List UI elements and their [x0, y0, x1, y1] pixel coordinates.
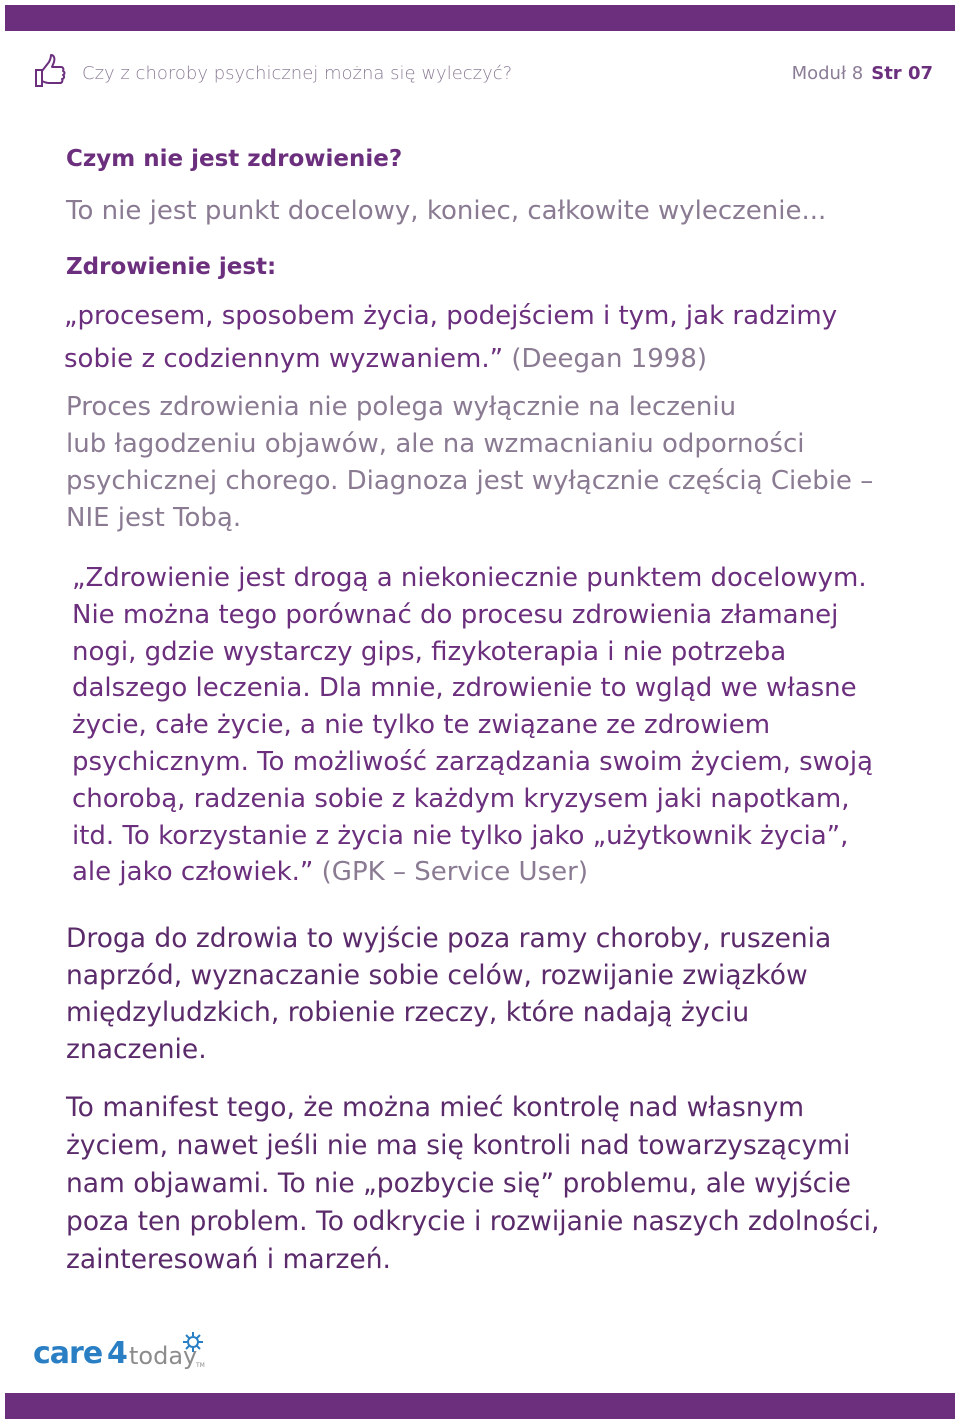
quote-line [72, 854, 942, 891]
quote-line: „Zdrowienie jest drogą a niekoniecznie punktem docelowym. [72, 563, 867, 593]
quote-line: „procesem, sposobem życia, podejściem i tym, jak radzimy [64, 301, 838, 331]
logo-trademark: TM [196, 1362, 205, 1369]
paragraph-line: psychicznej chorego. Diagnoza jest wyłącznie częścią Ciebie – [66, 466, 874, 496]
paragraph-line: nam objawami. To nie „pozbycie się” problemu, ale wyjście [66, 1168, 851, 1199]
paragraph-line: Droga do zdrowia to wyjście poza ramy choroby, ruszenia [66, 923, 832, 954]
quote-line: psychicznym. To możliwość zarządzania swoim życiem, swoją [72, 746, 873, 777]
logo-today: today [129, 1342, 198, 1370]
not-recovery-text: To nie jest punkt docelowy, koniec, całkowite wyleczenie... [66, 196, 827, 226]
module-number: Moduł 8 [791, 63, 864, 84]
paragraph-line: naprzód, wyznaczanie sobie celów, rozwijanie związków [66, 960, 808, 991]
paragraph-line: poza ten problem. To odkrycie i rozwijanie naszych zdolności, [66, 1206, 880, 1237]
paragraph-line: To manifest tego, że można mieć kontrolę nad własnym [66, 1092, 805, 1123]
paragraph-road-to-health [66, 920, 946, 1068]
paragraph-manifest [66, 1089, 946, 1279]
paragraph-line: międzyludzkich, robienie rzeczy, które nadają życiu [66, 997, 750, 1028]
quote-line [64, 338, 944, 381]
quote-line: Nie można tego porównać do procesu zdrowienia złamanej [72, 599, 839, 630]
document-title: Czy z choroby psychicznej można się wyleczyć? [82, 63, 513, 84]
page-header [0, 52, 960, 96]
service-user-quote [72, 560, 942, 891]
paragraph-line: Proces zdrowienia nie polega wyłącznie na leczeniu [66, 392, 737, 422]
quote-line: chorobą, radzenia sobie z każdym kryzysem jaki napotkam, [72, 783, 850, 814]
deegan-quote [64, 295, 944, 381]
paragraph-line: życiem, nawet jeśli nie ma się kontroli nad towarzyszącymi [66, 1130, 851, 1161]
paragraph-recovery-process [66, 389, 946, 537]
thumbs-up-icon [32, 54, 68, 90]
quote-line: nogi, gdzie wystarczy gips, fizykoterapia i nie potrzeba [72, 636, 787, 667]
logo-care: care [33, 1336, 103, 1371]
quote-citation: (Deegan 1998) [511, 344, 708, 374]
section-heading-recovery-is: Zdrowienie jest: [66, 254, 277, 280]
quote-line-text: ale jako człowiek.” [72, 857, 314, 888]
section-heading-not-recovery: Czym nie jest zdrowienie? [66, 146, 403, 172]
paragraph-line: znaczenie. [66, 1034, 207, 1065]
logo-four: 4 [107, 1336, 128, 1371]
quote-line: życie, całe życie, a nie tylko te związane ze zdrowiem [72, 710, 771, 741]
bottom-banner [5, 1393, 955, 1419]
paragraph-line: NIE jest Tobą. [66, 503, 242, 533]
top-banner [5, 5, 955, 31]
module-label [792, 63, 933, 84]
quote-line-text: sobie z codziennym wyzwaniem.” [64, 344, 504, 374]
page-number: Str 07 [871, 63, 933, 84]
care4today-logo [33, 1328, 213, 1378]
paragraph-line: lub łagodzeniu objawów, ale na wzmacnianiu odporności [66, 429, 805, 459]
paragraph-line: zainteresowań i marzeń. [66, 1244, 391, 1275]
quote-citation: (GPK – Service User) [321, 857, 588, 888]
quote-line: itd. To korzystanie z życia nie tylko jako „użytkownik życia”, [72, 820, 849, 851]
quote-line: dalszego leczenia. Dla mnie, zdrowienie to wgląd we własne [72, 673, 857, 704]
